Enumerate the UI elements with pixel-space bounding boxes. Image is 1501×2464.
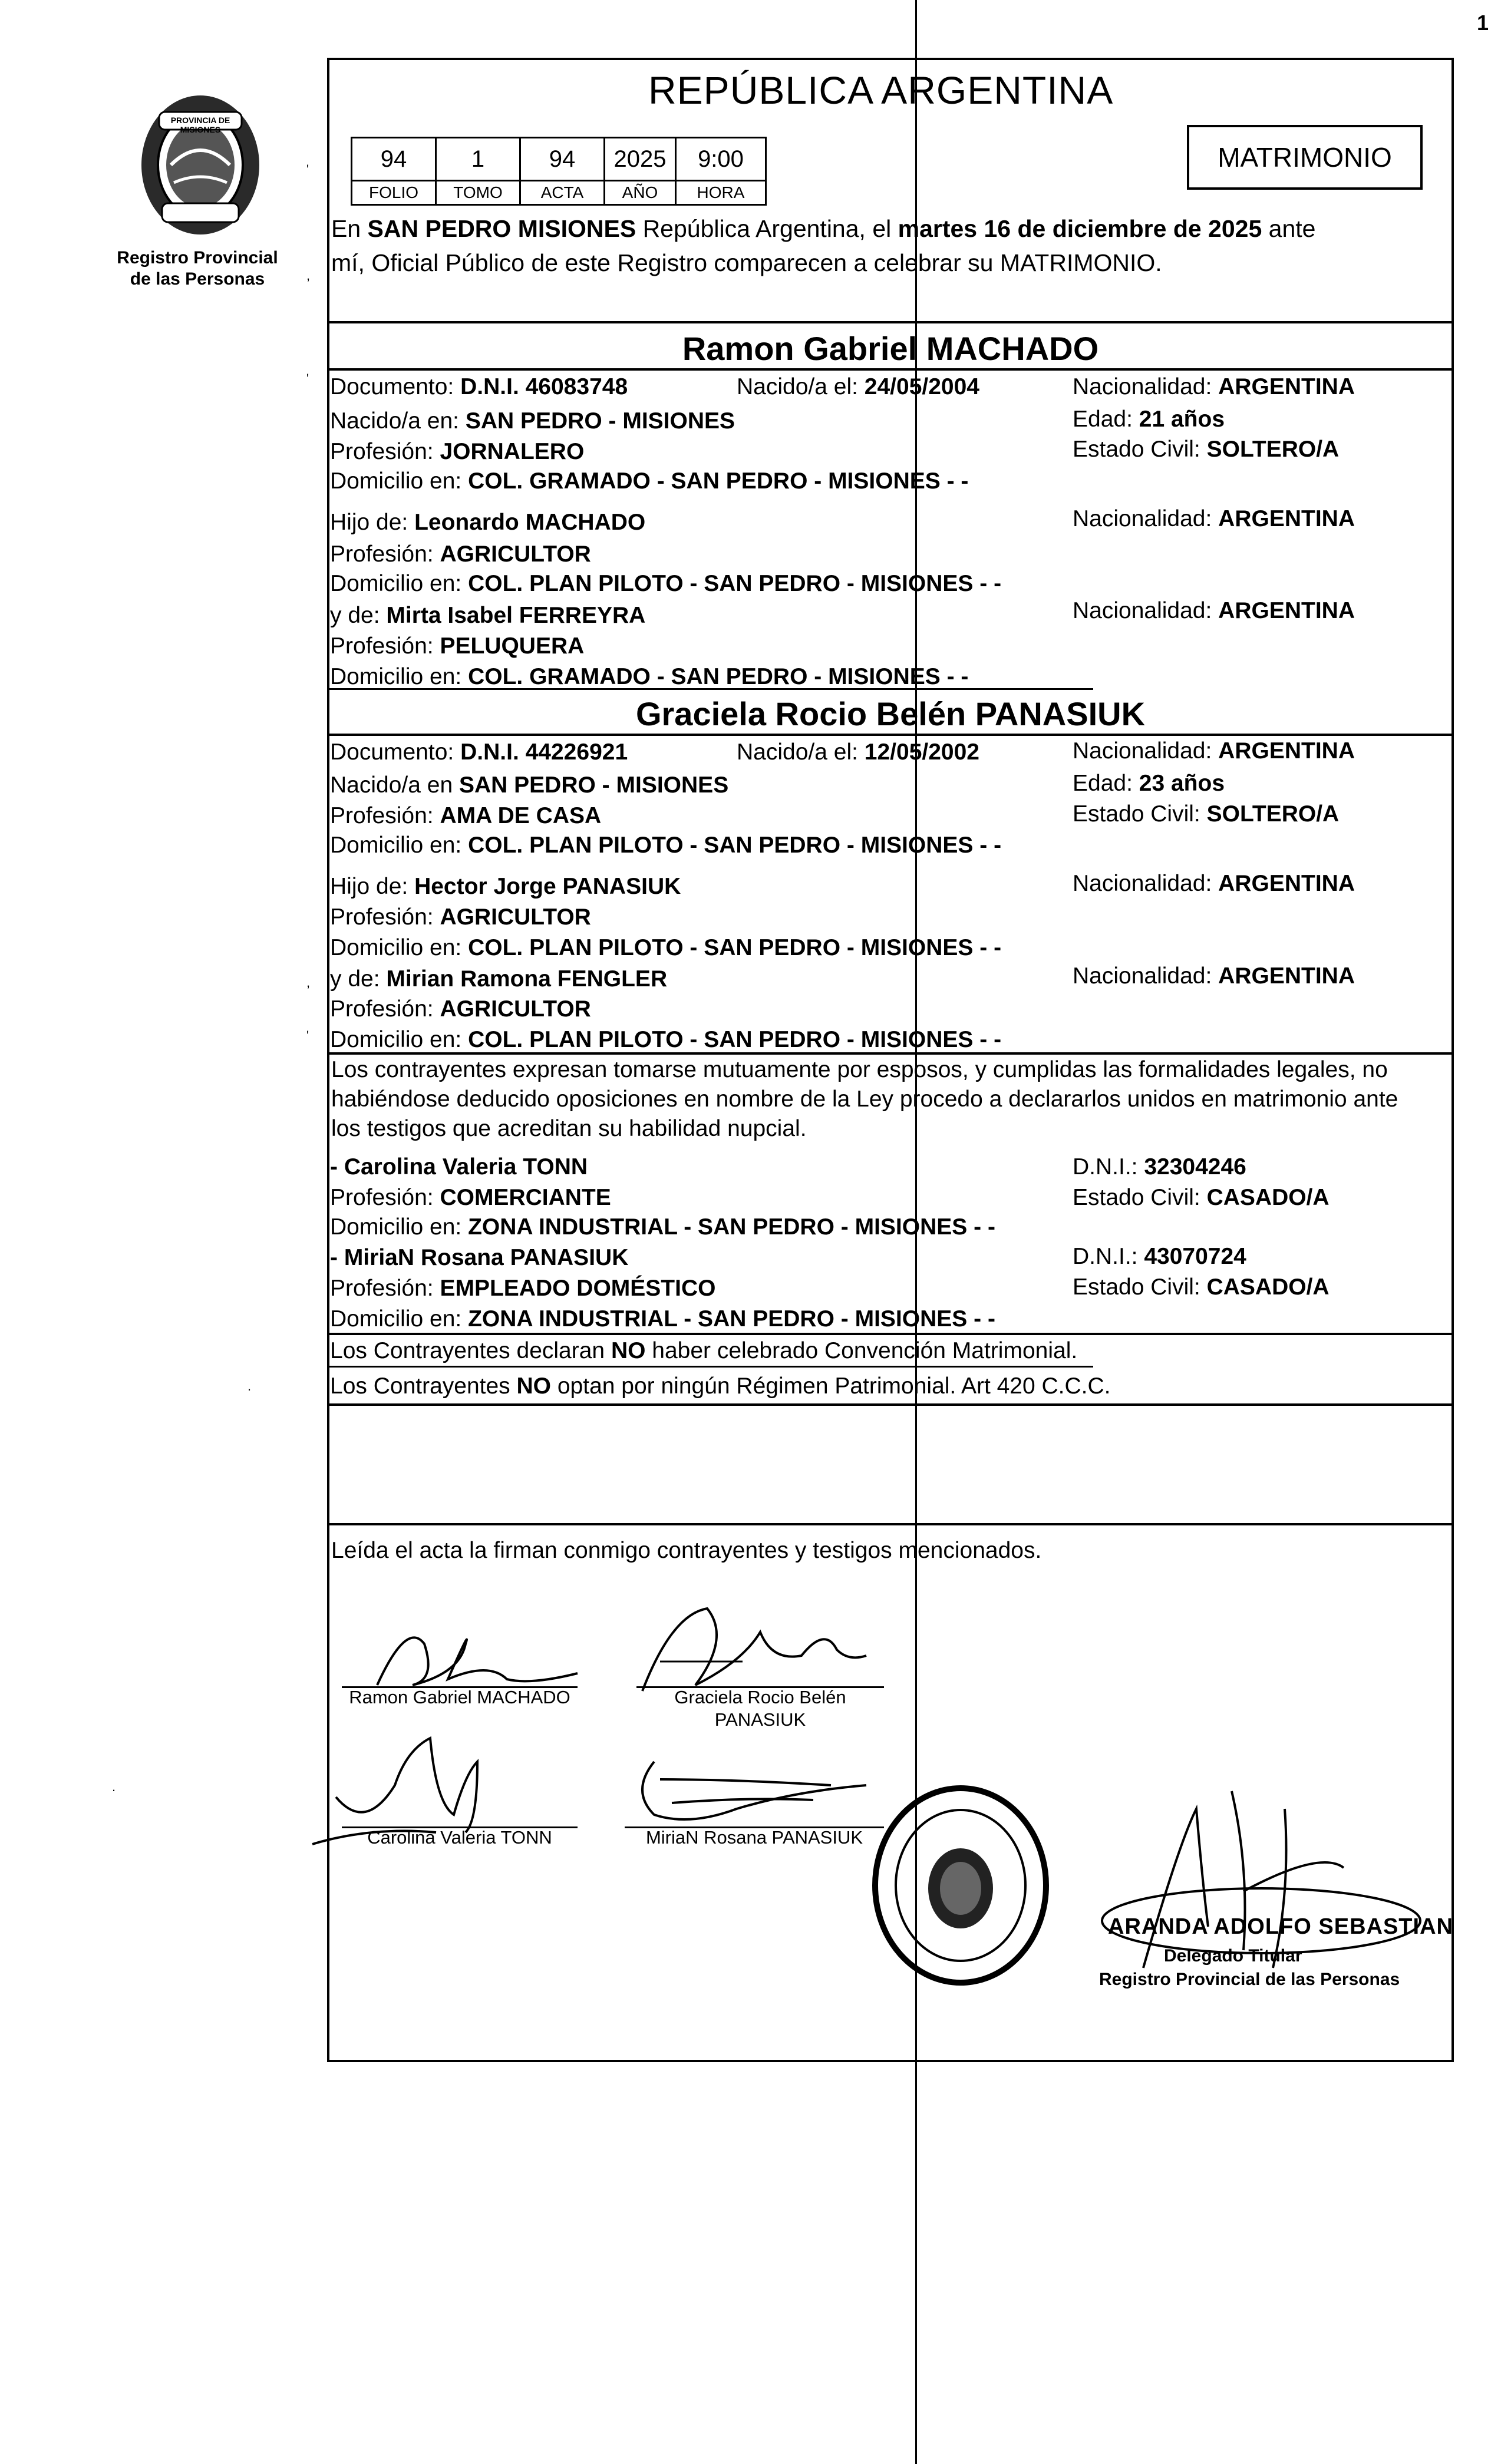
label: Documento: (330, 739, 461, 765)
label: D.N.I.: (1073, 1244, 1144, 1269)
registry-seal-icon (866, 1779, 1055, 1991)
spouse1-mother-profession (330, 632, 584, 661)
spouse1-birthplace (330, 407, 735, 436)
value: 23 años (1139, 771, 1225, 796)
official-name: ARANDA ADOLFO SEBASTIAN (1108, 1914, 1453, 1939)
province-seal-icon (127, 88, 274, 242)
label: Profesión: (330, 633, 440, 659)
margin-tick: . (248, 1379, 252, 1393)
value: ARGENTINA (1218, 374, 1355, 399)
value: - Carolina Valeria TONN (330, 1154, 588, 1180)
spouse1-father-nationality (1073, 504, 1355, 534)
value: AGRICULTOR (440, 904, 591, 930)
label: Nacido/a el: (737, 739, 865, 765)
spouse1-father (330, 508, 645, 537)
value: JORNALERO (440, 439, 585, 464)
value: Hector Jorge PANASIUK (414, 874, 681, 899)
label: Edad: (1073, 407, 1139, 432)
document-type-box: MATRIMONIO (1187, 125, 1423, 190)
value: SAN PEDRO - MISIONES (458, 772, 729, 798)
declaration-line-1: Los contrayentes expresan tomarse mutuamente por esposos, y cumplidas las formalidades legales, no (331, 1057, 1388, 1082)
spouse2-father (330, 872, 681, 901)
signature-scribble-1 (354, 1608, 589, 1697)
label: Profesión: (330, 904, 440, 930)
registry-folio-label: FOLIO (352, 181, 436, 205)
spouse1-age (1073, 405, 1225, 434)
spouse2-birthdate (737, 738, 979, 767)
spouse1-mother-address (330, 662, 968, 692)
value: COL. PLAN PILOTO - SAN PEDRO - MISIONES - - (468, 935, 1002, 960)
spouse2-age (1073, 769, 1225, 798)
spouse2-mother-profession (330, 995, 591, 1024)
spouse2-mother (330, 965, 667, 994)
spouse1-civil-status (1073, 435, 1339, 464)
text: haber celebrado Convención Matrimonial. (645, 1338, 1078, 1363)
label: Profesión: (330, 996, 440, 1022)
spouse1-document (330, 372, 628, 402)
value: 21 años (1139, 407, 1225, 432)
value: D.N.I. 46083748 (460, 374, 628, 399)
official-role: Delegado Titular (1164, 1946, 1302, 1966)
page-number: 1 (1477, 11, 1489, 35)
value: CASADO/A (1206, 1185, 1330, 1210)
value: COL. GRAMADO - SAN PEDRO - MISIONES - - (468, 664, 969, 689)
label: Nacionalidad: (1073, 963, 1219, 989)
label: y de: (330, 966, 387, 992)
logo-caption-line1: Registro Provincial (117, 248, 278, 267)
value: PELUQUERA (440, 633, 585, 659)
signature-scribble-4 (619, 1744, 890, 1838)
value: COL. GRAMADO - SAN PEDRO - MISIONES - - (468, 468, 969, 494)
emphasis: NO (611, 1338, 646, 1363)
value: Leonardo MACHADO (414, 510, 646, 535)
spouse1-mother (330, 601, 645, 630)
value: 32304246 (1144, 1154, 1246, 1180)
underline (327, 1366, 1093, 1368)
intro-line-1 (331, 212, 1315, 245)
closing-statement: Leída el acta la firman conmigo contrayentes y testigos mencionados. (331, 1538, 1042, 1563)
label: Documento: (330, 374, 461, 399)
registry-folio-value: 94 (352, 138, 436, 181)
signature-name-3: Carolina Valeria TONN (367, 1827, 552, 1848)
intro-text-1: En (331, 215, 368, 242)
witness2-address (330, 1304, 995, 1334)
value: - MiriaN Rosana PANASIUK (330, 1245, 629, 1270)
registry-year-label: AÑO (605, 181, 676, 205)
witness1-address (330, 1213, 995, 1242)
label: Hijo de: (330, 510, 415, 535)
value: 24/05/2004 (864, 374, 979, 399)
value: AGRICULTOR (440, 996, 591, 1022)
spouse2-mother-address (330, 1025, 1001, 1055)
value: ARGENTINA (1218, 506, 1355, 531)
logo-caption (109, 247, 286, 290)
logo-caption-line2: de las Personas (130, 269, 265, 289)
spouse2-father-nationality (1073, 869, 1355, 899)
witness2-name (330, 1243, 628, 1273)
declaration-line-2: habiéndose deducido oposiciones en nombre de la Ley procedo a declararlos unidos en matrimonio ante (331, 1086, 1398, 1112)
spouse1-father-address (330, 569, 1001, 599)
value: SOLTERO/A (1206, 437, 1340, 462)
label: Nacionalidad: (1073, 871, 1219, 896)
margin-tick: , (306, 975, 311, 990)
signature-name-2-line2: PANASIUK (714, 1709, 806, 1730)
spouse2-profession (330, 801, 601, 831)
spouse2-father-address (330, 933, 1001, 963)
label: Estado Civil: (1073, 801, 1207, 827)
spouse1-birthdate (737, 372, 979, 402)
label: Profesión: (330, 803, 440, 828)
value: D.N.I. 44226921 (460, 739, 628, 765)
label: y de: (330, 603, 387, 628)
label: Domicilio en: (330, 1027, 469, 1052)
emphasis: NO (516, 1373, 552, 1399)
value: ZONA INDUSTRIAL - SAN PEDRO - MISIONES - - (468, 1214, 995, 1240)
divider (327, 1052, 1454, 1055)
label: Domicilio en: (330, 664, 469, 689)
label: Domicilio en: (330, 935, 469, 960)
value: AGRICULTOR (440, 541, 591, 567)
regime-line-1 (330, 1336, 1077, 1366)
label: Nacido/a el: (737, 374, 865, 399)
margin-tick: ' (306, 162, 309, 177)
label: Domicilio en: (330, 833, 469, 858)
declaration-line-3: los testigos que acreditan su habilidad nupcial. (331, 1116, 807, 1141)
spouse1-father-profession (330, 540, 591, 569)
spouse1-nationality (1073, 372, 1355, 402)
intro-date: martes 16 de diciembre de 2025 (898, 215, 1262, 242)
registry-seal (866, 1779, 1055, 1991)
spouse2-birthplace (330, 771, 728, 800)
witness2-dni (1073, 1242, 1246, 1271)
page-title: REPÚBLICA ARGENTINA (648, 68, 1114, 112)
divider (327, 1333, 1454, 1335)
intro-line-2: mí, Oficial Público de este Registro comparecen a celebrar su MATRIMONIO. (331, 249, 1162, 276)
value: 12/05/2002 (864, 739, 979, 765)
province-logo (127, 88, 274, 242)
spouse2-father-profession (330, 903, 591, 932)
spouse1-mother-nationality (1073, 596, 1355, 626)
value: COL. PLAN PILOTO - SAN PEDRO - MISIONES - - (468, 571, 1002, 596)
official-office: Registro Provincial de las Personas (1099, 1970, 1400, 1989)
signature-name-1: Ramon Gabriel MACHADO (349, 1687, 570, 1707)
label: Edad: (1073, 771, 1139, 796)
witness2-civil-status (1073, 1273, 1330, 1302)
spouse2-address (330, 831, 1001, 860)
value: SAN PEDRO - MISIONES (465, 408, 735, 434)
label: Nacionalidad: (1073, 374, 1219, 399)
intro-text-2: República Argentina, el (636, 215, 898, 242)
witness1-dni (1073, 1152, 1246, 1182)
value: COL. PLAN PILOTO - SAN PEDRO - MISIONES - - (468, 833, 1002, 858)
value: ARGENTINA (1218, 598, 1355, 623)
value: COMERCIANTE (440, 1185, 611, 1210)
intro-text-3: ante (1262, 215, 1316, 242)
spouse1-address (330, 467, 968, 496)
regime-line-2 (330, 1372, 1111, 1401)
margin-tick: ' (306, 1028, 309, 1043)
label: D.N.I.: (1073, 1154, 1144, 1180)
value: 43070724 (1144, 1244, 1246, 1269)
label: Estado Civil: (1073, 437, 1207, 462)
spouse2-civil-status (1073, 800, 1339, 829)
value: EMPLEADO DOMÉSTICO (440, 1276, 716, 1301)
divider (327, 368, 1454, 371)
divider (327, 321, 1454, 323)
label: Profesión: (330, 439, 440, 464)
margin-tick: ' (306, 371, 309, 386)
signature-name-2-line1: Graciela Rocio Belén (674, 1687, 846, 1707)
margin-tick: . (112, 1779, 116, 1794)
logo-top-text: PROVINCIA DE MISIONES (170, 115, 230, 134)
label: Nacionalidad: (1073, 506, 1219, 531)
registry-table (351, 137, 767, 206)
label: Estado Civil: (1073, 1185, 1207, 1210)
witness1-name (330, 1152, 588, 1182)
registry-time-value: 9:00 (676, 138, 766, 181)
value: CASADO/A (1206, 1274, 1330, 1300)
witness1-civil-status (1073, 1183, 1330, 1213)
underline (327, 688, 1093, 690)
text: optan por ningún Régimen Patrimonial. Art 420 C.C.C. (551, 1373, 1111, 1399)
registry-year-value: 2025 (605, 138, 676, 181)
label: Profesión: (330, 1276, 440, 1301)
signature-name-2 (636, 1686, 884, 1731)
label: Profesión: (330, 541, 440, 567)
registry-tomo-value: 1 (436, 138, 520, 181)
label: Domicilio en: (330, 468, 469, 494)
value: SOLTERO/A (1206, 801, 1340, 827)
signature-name-4: MiriaN Rosana PANASIUK (645, 1827, 863, 1848)
value: ARGENTINA (1218, 871, 1355, 896)
divider (327, 1403, 1454, 1406)
text: Los Contrayentes (330, 1373, 517, 1399)
value: ZONA INDUSTRIAL - SAN PEDRO - MISIONES - - (468, 1306, 995, 1332)
spouse2-document (330, 738, 628, 767)
registry-acta-label: ACTA (520, 181, 605, 205)
label: Domicilio en: (330, 571, 469, 596)
spouse1-profession (330, 437, 584, 467)
label: Nacido/a en: (330, 408, 466, 434)
value: COL. PLAN PILOTO - SAN PEDRO - MISIONES - - (468, 1027, 1002, 1052)
value: ARGENTINA (1218, 963, 1355, 989)
spouse2-mother-nationality (1073, 962, 1355, 991)
signature-scribble-3 (301, 1726, 572, 1874)
registry-tomo-label: TOMO (436, 181, 520, 205)
value: AMA DE CASA (440, 803, 602, 828)
witness2-profession (330, 1274, 715, 1303)
divider (327, 734, 1454, 736)
spouse2-name: Graciela Rocio Belén PANASIUK (635, 695, 1146, 732)
spouse2-nationality (1073, 736, 1355, 766)
label: Domicilio en: (330, 1306, 469, 1332)
divider (327, 1523, 1454, 1525)
label: Estado Civil: (1073, 1274, 1207, 1300)
value: ARGENTINA (1218, 738, 1355, 764)
label: Nacionalidad: (1073, 598, 1219, 623)
value: Mirta Isabel FERREYRA (386, 603, 646, 628)
label: Nacionalidad: (1073, 738, 1219, 764)
text: Los Contrayentes declaran (330, 1338, 611, 1363)
label: Hijo de: (330, 874, 415, 899)
label: Profesión: (330, 1185, 440, 1210)
registry-time-label: HORA (676, 181, 766, 205)
label: Nacido/a en (330, 772, 459, 798)
registry-acta-value: 94 (520, 138, 605, 181)
spouse1-name: Ramon Gabriel MACHADO (682, 330, 1099, 367)
witness1-profession (330, 1183, 611, 1213)
intro-place: SAN PEDRO MISIONES (367, 215, 636, 242)
label: Domicilio en: (330, 1214, 469, 1240)
margin-tick: , (306, 268, 311, 283)
value: Mirian Ramona FENGLER (386, 966, 668, 992)
